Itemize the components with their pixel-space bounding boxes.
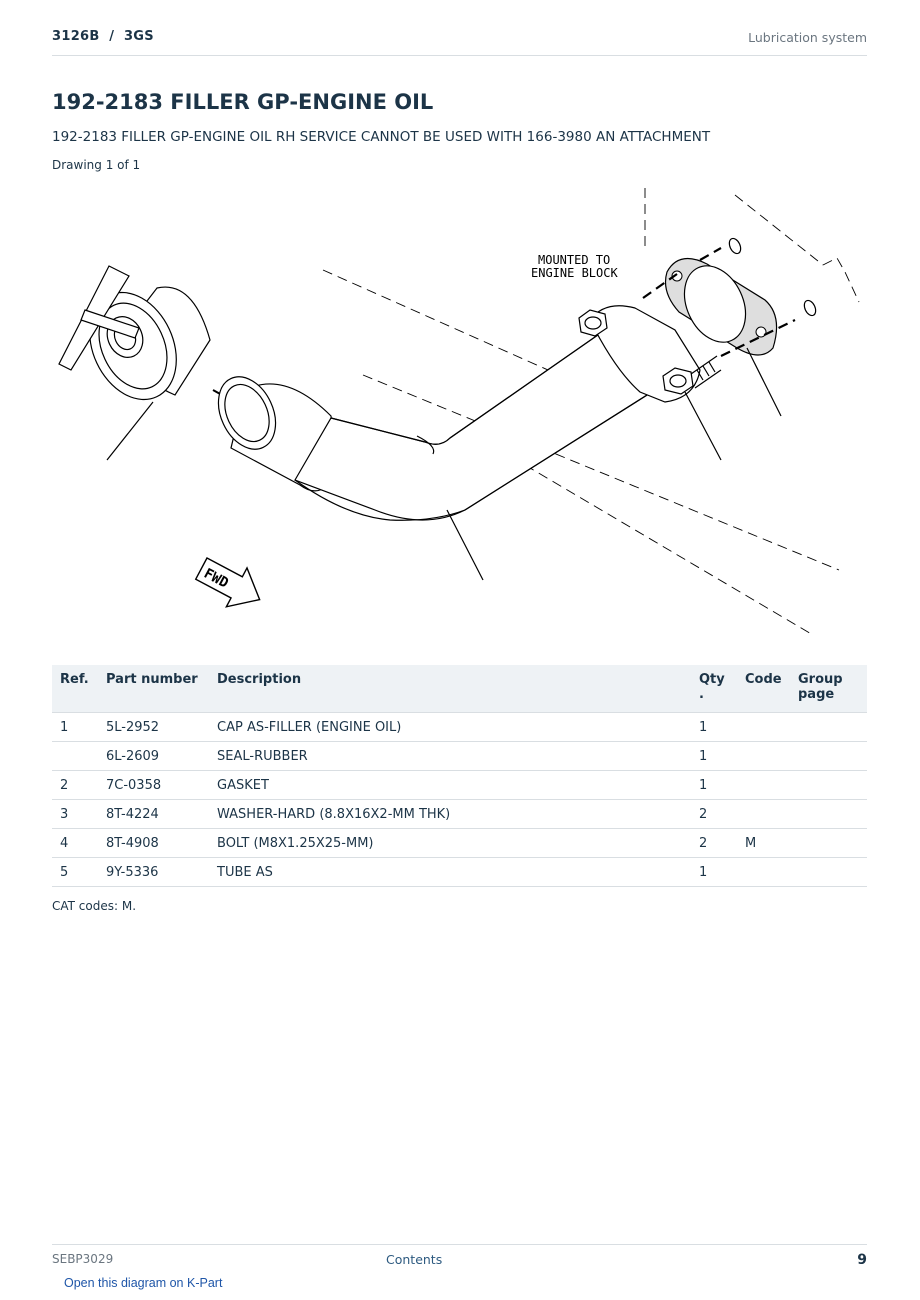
table-row[interactable]	[52, 713, 867, 742]
drawing-counter: Drawing 1 of 1	[52, 158, 141, 172]
cell-group-page	[790, 742, 867, 771]
cell-ref: 1	[52, 713, 98, 742]
cell-ref: 2	[52, 771, 98, 800]
cell-qty: 1	[691, 713, 737, 742]
gasket[interactable]	[666, 256, 777, 355]
cell-ref: 5	[52, 858, 98, 887]
tube-assembly[interactable]	[295, 306, 700, 521]
cell-description: BOLT (M8X1.25X25-MM)	[209, 829, 691, 858]
cell-qty: 2	[691, 829, 737, 858]
cell-part-number: 6L-2609	[98, 742, 209, 771]
page-title: 192-2183 FILLER GP-ENGINE OIL	[52, 90, 434, 114]
open-in-kpart-link[interactable]: Open this diagram on K-Part	[64, 1276, 223, 1290]
col-header-group-page: Group page	[790, 665, 867, 713]
cell-ref: 3	[52, 800, 98, 829]
cell-qty: 1	[691, 771, 737, 800]
table-row[interactable]	[52, 829, 867, 858]
col-header-ref: Ref.	[52, 665, 98, 713]
table-row[interactable]	[52, 771, 867, 800]
cell-code	[737, 858, 790, 887]
cell-code: M	[737, 829, 790, 858]
callout-mounted: MOUNTED TO	[538, 253, 611, 267]
col-header-description: Description	[209, 665, 691, 713]
table-row[interactable]	[52, 742, 867, 771]
contents-link[interactable]: Contents	[386, 1252, 443, 1267]
cat-codes-note: CAT codes: M.	[52, 899, 137, 913]
cell-ref	[52, 742, 98, 771]
cell-group-page	[790, 713, 867, 742]
cell-description: WASHER-HARD (8.8X16X2-MM THK)	[209, 800, 691, 829]
fwd-arrow-icon	[191, 549, 270, 619]
page-number: 9	[857, 1252, 867, 1268]
footer-document-id: SEBP3029	[52, 1252, 114, 1266]
cell-qty: 1	[691, 858, 737, 887]
callout-engine-block: ENGINE BLOCK	[531, 266, 618, 280]
cell-description: GASKET	[209, 771, 691, 800]
cell-part-number: 8T-4908	[98, 829, 209, 858]
cell-code	[737, 771, 790, 800]
col-header-qty: Qty .	[691, 665, 737, 713]
parts-table	[52, 665, 867, 887]
table-row[interactable]	[52, 858, 867, 887]
fwd-label: FWD	[201, 565, 231, 592]
cell-qty: 2	[691, 800, 737, 829]
header-model: 3126B / 3GS	[52, 29, 154, 44]
filler-cap[interactable]	[59, 266, 210, 414]
cell-part-number: 5L-2952	[98, 713, 209, 742]
header-section-title: Lubrication system	[748, 30, 867, 45]
header-divider	[52, 55, 867, 56]
cell-group-page	[790, 771, 867, 800]
cell-part-number: 9Y-5336	[98, 858, 209, 887]
cell-code	[737, 742, 790, 771]
cell-code	[737, 713, 790, 742]
cell-group-page	[790, 829, 867, 858]
cell-part-number: 8T-4224	[98, 800, 209, 829]
cell-code	[737, 800, 790, 829]
cell-part-number: 7C-0358	[98, 771, 209, 800]
cell-description: CAP AS-FILLER (ENGINE OIL)	[209, 713, 691, 742]
col-header-code: Code	[737, 665, 790, 713]
page-subtitle: 192-2183 FILLER GP-ENGINE OIL RH SERVICE CANNOT BE USED WITH 166-3980 AN ATTACHMENT	[52, 129, 711, 145]
cell-description: SEAL-RUBBER	[209, 742, 691, 771]
cell-qty: 1	[691, 742, 737, 771]
table-row[interactable]	[52, 800, 867, 829]
cell-ref: 4	[52, 829, 98, 858]
footer-divider	[52, 1244, 867, 1245]
cell-group-page	[790, 800, 867, 829]
cell-group-page	[790, 858, 867, 887]
parts-diagram[interactable]	[45, 180, 875, 650]
col-header-part-number: Part number	[98, 665, 209, 713]
cell-description: TUBE AS	[209, 858, 691, 887]
table-header-row	[52, 665, 867, 713]
